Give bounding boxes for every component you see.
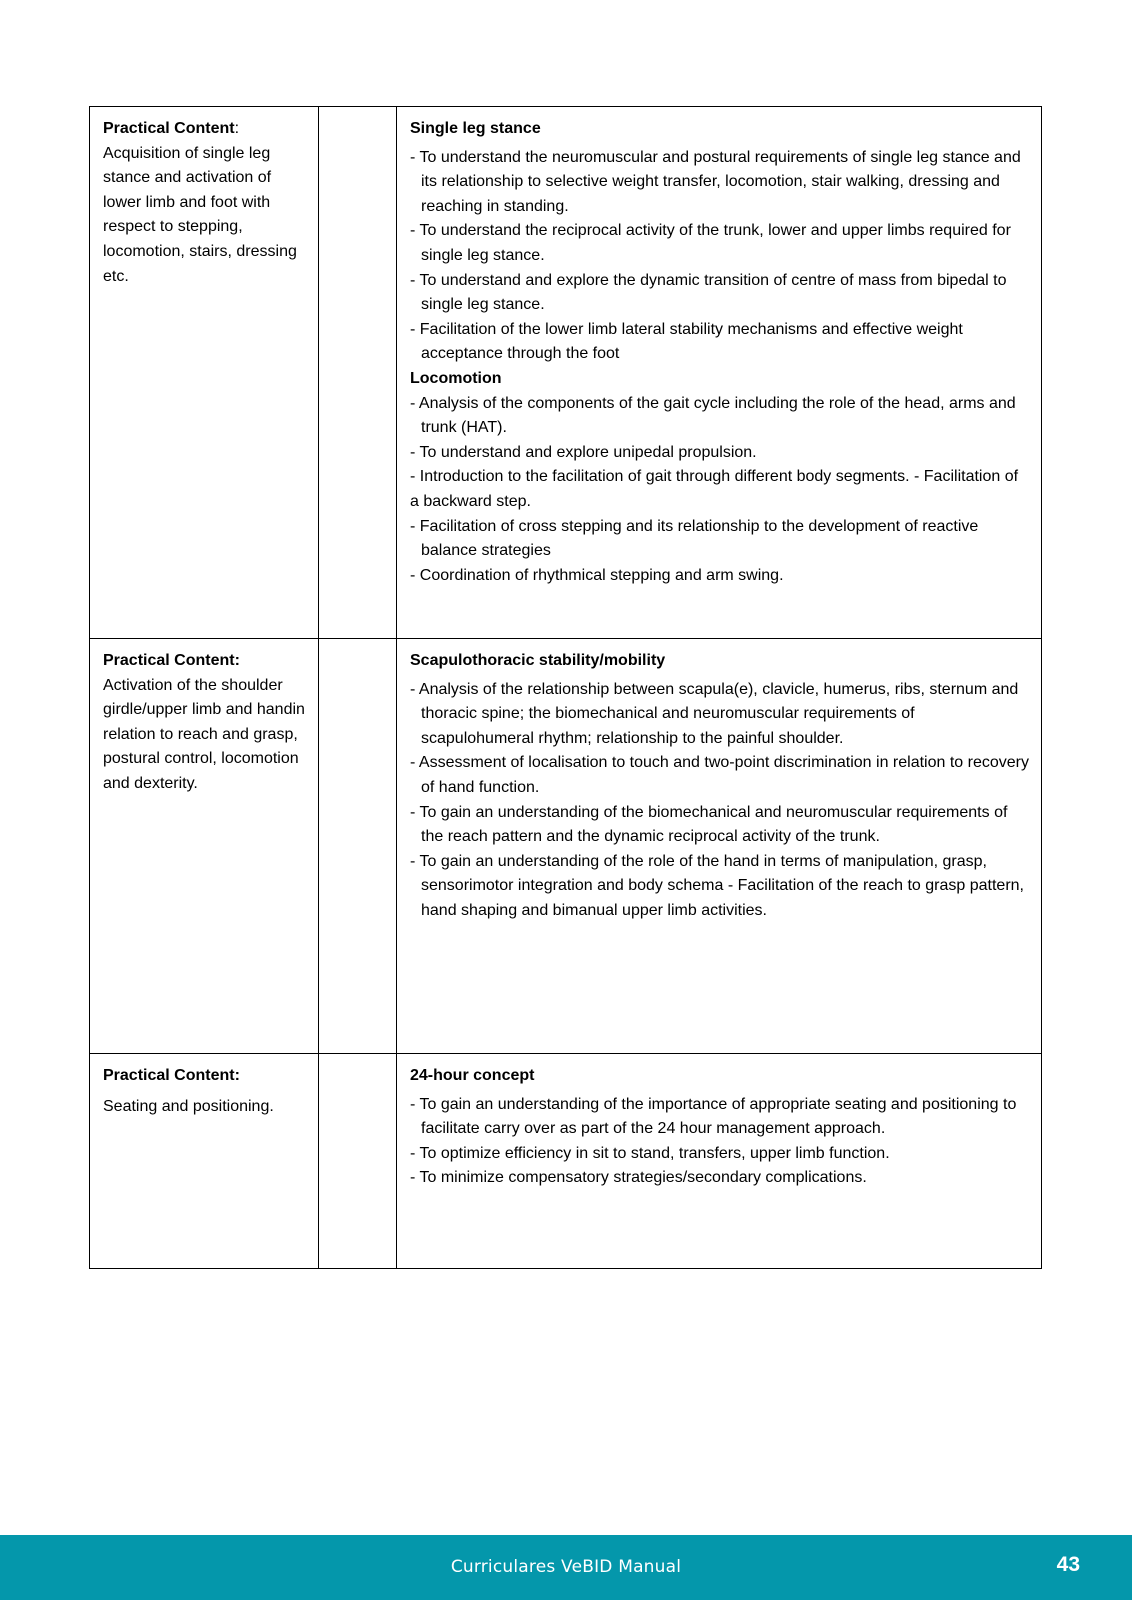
list-item: - Analysis of the components of the gait cycle including the role of the head, arms and trunk (HAT). [410, 394, 1016, 437]
list-item: - To optimize efficiency in sit to stand, transfers, upper limb function. [410, 1144, 890, 1162]
content-description: Activation of the shoulder girdle/upper limb and handin relation to reach and grasp, postural control, locomotion and dexterity. [103, 676, 305, 792]
content-label-cell [90, 107, 319, 639]
list-item: - Analysis of the relationship between scapula(e), clavicle, humerus, ribs, sternum and thoracic spine; the biomechanical and neuromuscular requirements of scapulohumeral rhythm; relationship to the painful shoulder. [410, 680, 1019, 747]
practical-content-label: Practical Content: [103, 1067, 240, 1084]
list-item: - Facilitation of the lower limb lateral stability mechanisms and effective weight acceptance through the foot [410, 320, 963, 363]
list-item: - Introduction to the facilitation of gait through different body segments. - Facilitation of a backward step. [410, 468, 1019, 510]
practical-content-label: Practical Content: [103, 652, 240, 669]
empty-cell [319, 107, 397, 639]
section-heading: Single leg stance [410, 120, 541, 137]
list-item: - To gain an understanding of the importance of appropriate seating and positioning to facilitate carry over as part of the 24 hour management approach. [410, 1095, 1017, 1138]
list-item: - To understand the reciprocal activity of the trunk, lower and upper limbs required for single leg stance. [410, 222, 1011, 264]
curriculum-table [89, 106, 1042, 1269]
page-footer [0, 1535, 1132, 1600]
content-label-cell [90, 1054, 319, 1269]
list-item: - To gain an understanding of the biomechanical and neuromuscular requirements of the reach pattern and the dynamic reciprocal activity of the trunk. [410, 803, 1008, 846]
section-heading: Locomotion [410, 369, 502, 387]
label-colon: : [234, 120, 240, 137]
objectives-cell [397, 1054, 1042, 1269]
objectives-list [410, 392, 1029, 589]
objectives-cell [397, 639, 1042, 1054]
objectives-list [410, 1093, 1029, 1191]
list-item: - Coordination of rhythmical stepping and arm swing. [410, 566, 784, 584]
objectives-list [410, 678, 1029, 924]
list-item: - Facilitation of cross stepping and its relationship to the development of reactive balance strategies [410, 517, 979, 560]
table-row [90, 1054, 1042, 1269]
list-item: - To understand and explore the dynamic transition of centre of mass from bipedal to single leg stance. [410, 271, 1007, 314]
content-description: Acquisition of single leg stance and activation of lower limb and foot with respect to stepping, locomotion, stairs, dressing etc. [103, 144, 297, 285]
list-item: - To understand and explore unipedal propulsion. [410, 443, 757, 461]
practical-content-label: Practical Content [103, 120, 235, 137]
footer-title: Curriculares VeBID Manual [450, 1557, 682, 1577]
list-item: - To minimize compensatory strategies/secondary complications. [410, 1169, 867, 1187]
empty-cell [319, 1054, 397, 1269]
table-row [90, 107, 1042, 639]
page-number: 43 [1056, 1553, 1080, 1576]
section-heading: 24-hour concept [410, 1067, 535, 1084]
table-row [90, 639, 1042, 1054]
content-label-cell [90, 639, 319, 1054]
list-item: - Assessment of localisation to touch and two-point discrimination in relation to recovery of hand function. [410, 754, 1029, 796]
list-item: - To gain an understanding of the role of the hand in terms of manipulation, grasp, sensorimotor integration and body schema - Facilitation of the reach to grasp pattern, hand shaping and bimanual upper limb activities. [410, 852, 1024, 919]
section-heading: Scapulothoracic stability/mobility [410, 652, 666, 669]
objectives-cell [397, 107, 1042, 639]
empty-cell [319, 639, 397, 1054]
list-item: - To understand the neuromuscular and postural requirements of single leg stance and its relationship to selective weight transfer, locomotion, stair walking, dressing and reaching in standing. [410, 148, 1021, 215]
objectives-list [410, 146, 1029, 367]
content-description: Seating and positioning. [103, 1097, 274, 1115]
